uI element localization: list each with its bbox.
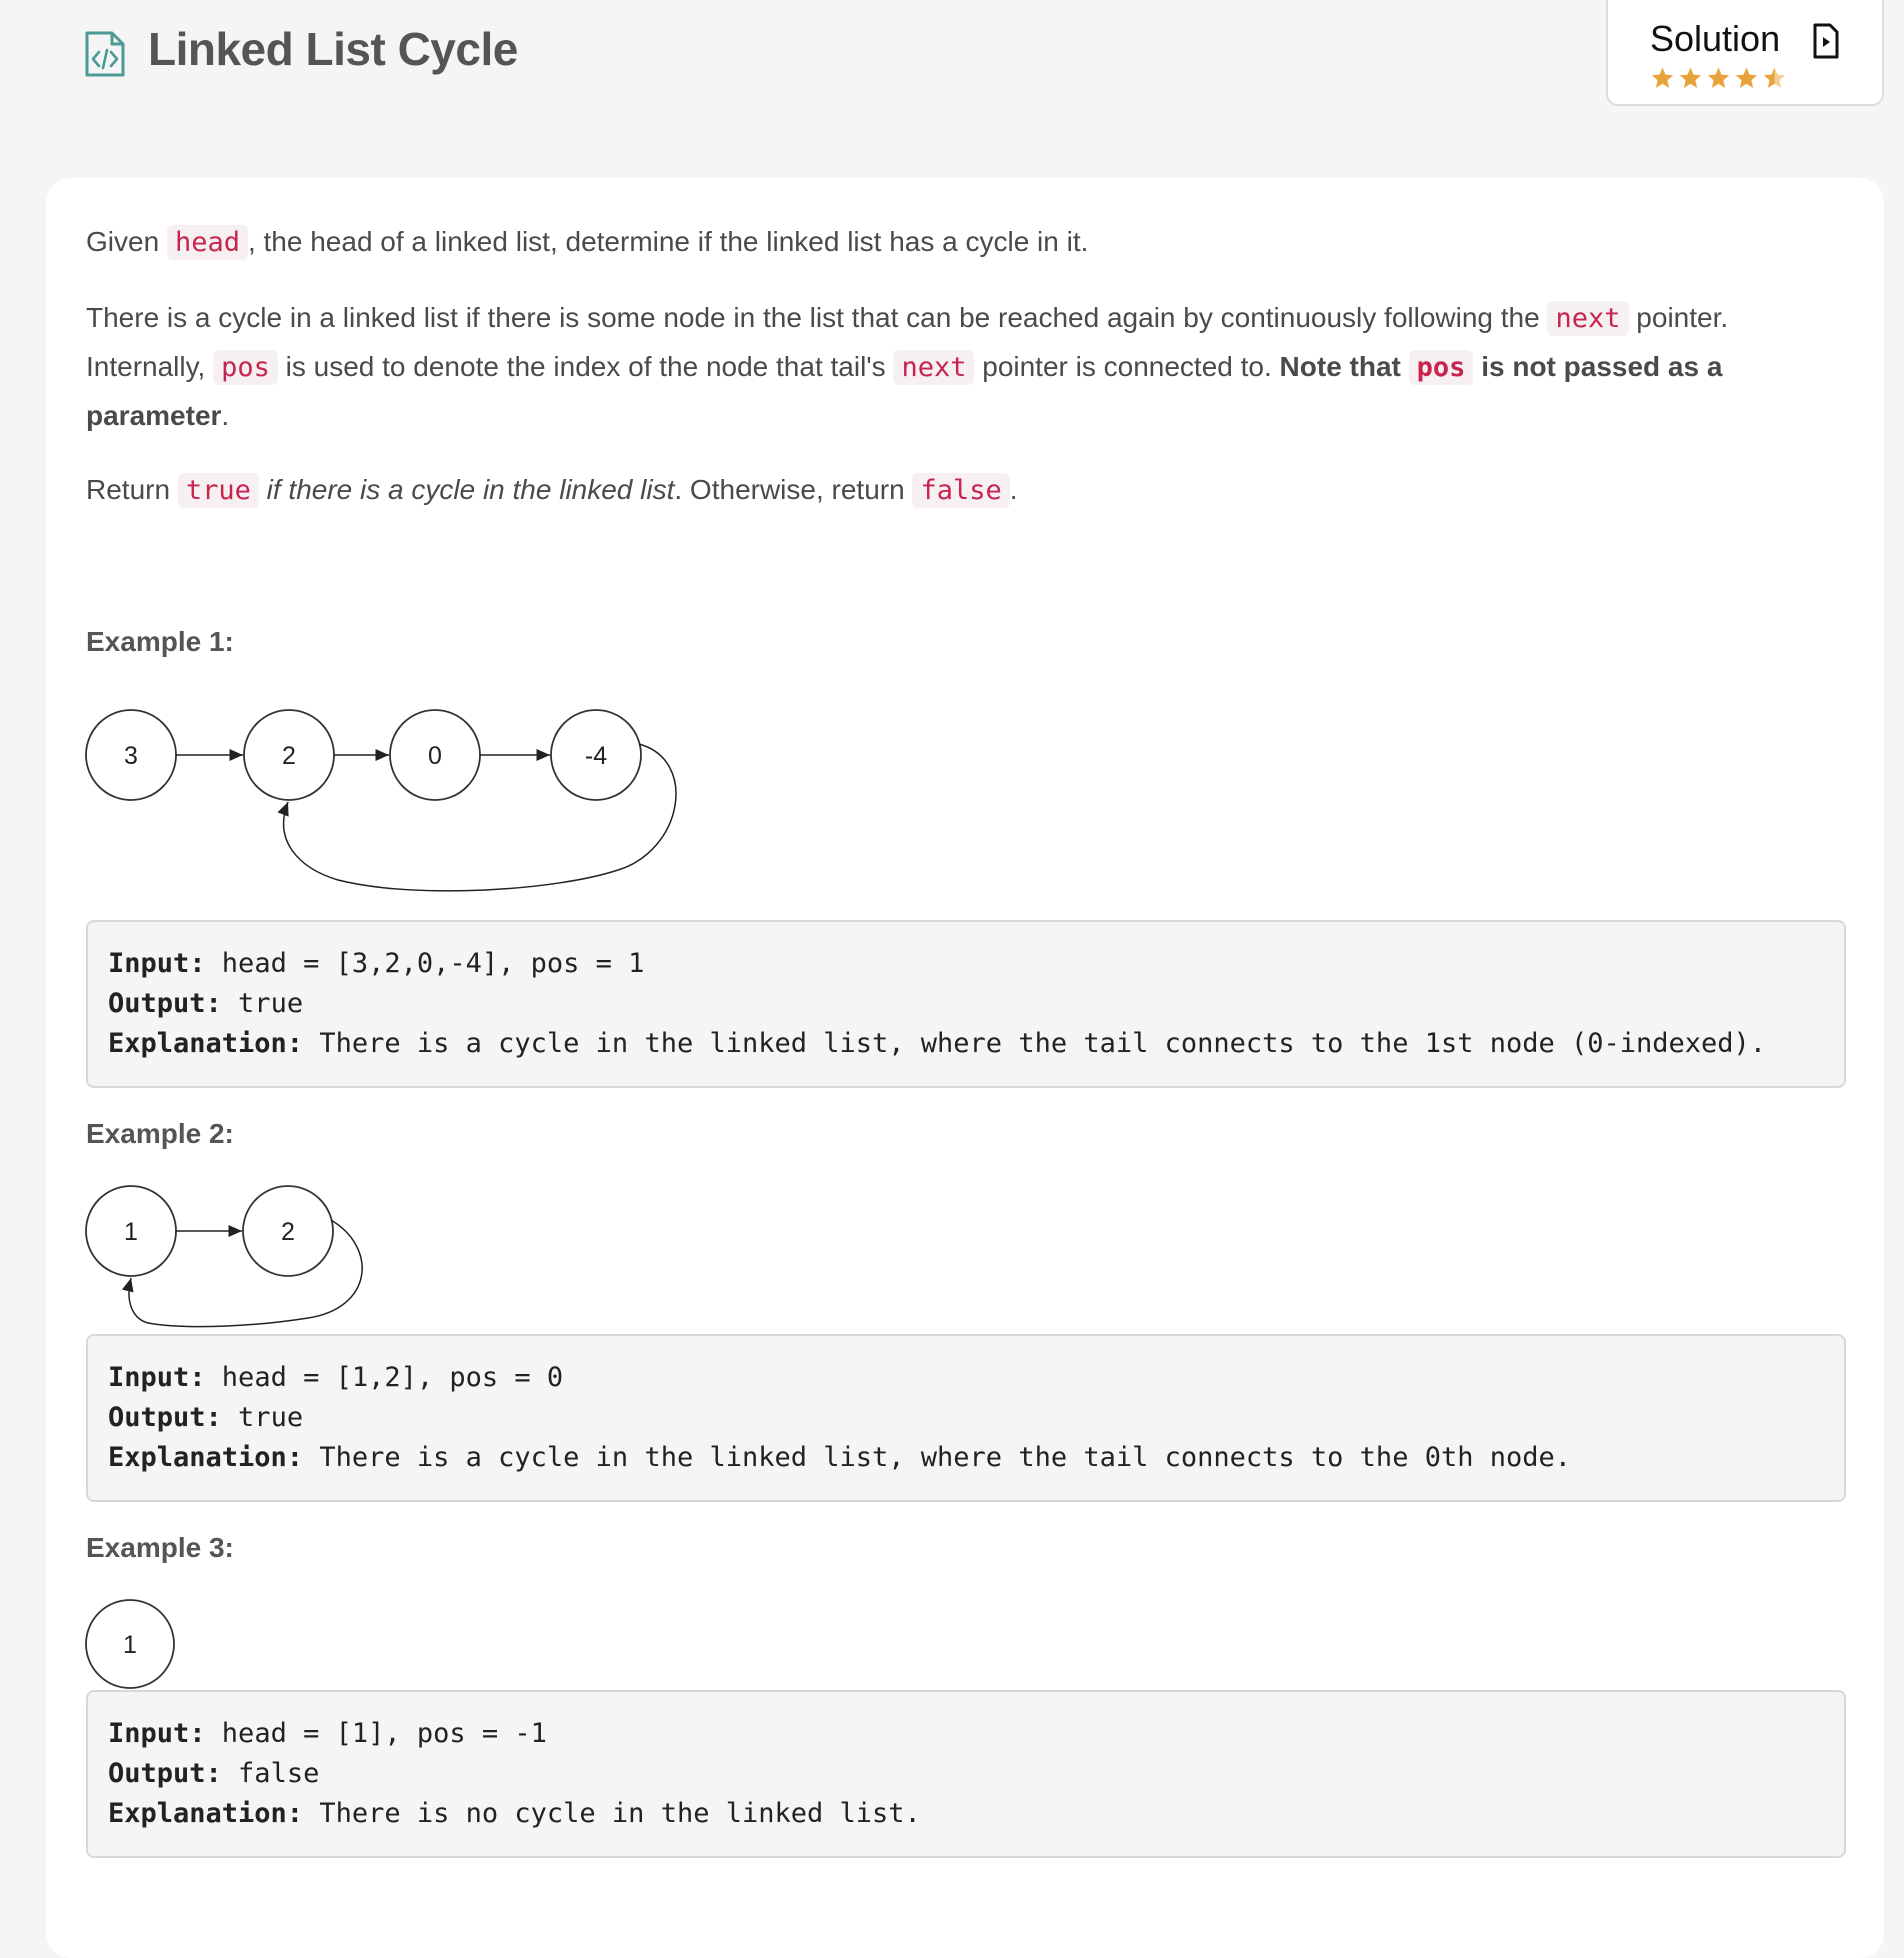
explanation-value: There is a cycle in the linked list, where the tail connects to the 1st node (0-indexed). [303,1028,1767,1059]
example-3-code-block [86,1690,1846,1858]
page-header [0,0,1904,130]
text: There is a cycle in a linked list if there is some node in the list that can be reached again by continuously following the [86,302,1548,333]
star-half-icon [1762,66,1787,90]
explanation-label: Explanation: [108,1028,304,1059]
example-2-heading: Example 2: [86,1118,234,1149]
code-file-icon [84,30,126,78]
star-icon [1678,66,1703,90]
input-value: head = [1], pos = -1 [205,1718,547,1749]
input-label: Input: [108,1718,206,1749]
inline-code: true [178,473,259,508]
inline-code: next [1547,301,1628,336]
description-paragraph-3 [86,466,1816,515]
inline-code: false [912,473,1009,508]
node-value: -4 [584,742,608,770]
example-2-code-block [86,1334,1846,1502]
italic-text: if there is a cycle in the linked list [258,474,675,505]
output-value: true [221,988,304,1019]
text: is used to denote the index of the node that tail's [277,351,894,382]
text: pointer. Internally, [86,302,1729,382]
explanation-line [108,1438,1824,1478]
example-3-diagram [78,1598,198,1694]
example-1-heading: Example 1: [86,626,234,657]
example-2-diagram [78,1178,398,1338]
input-label: Input: [108,1362,206,1393]
description-paragraph-1 [86,218,1816,267]
bold-text: Note that [1279,351,1409,382]
example-1-diagram [78,700,698,910]
star-icon [1706,66,1731,90]
inline-code: pos [1409,350,1474,385]
text: . Otherwise, return [674,474,913,505]
output-value: true [221,1402,304,1433]
input-value: head = [1,2], pos = 0 [205,1362,564,1393]
text: pointer is connected to. [974,351,1280,382]
document-play-icon [1812,22,1840,60]
description-paragraph-2 [86,294,1816,440]
text: . [221,400,230,431]
input-label: Input: [108,948,206,979]
input-line [108,944,1824,984]
example-3-heading: Example 3: [86,1532,234,1563]
text: . [1009,474,1018,505]
rating-stars [1650,66,1787,90]
input-value: head = [3,2,0,-4], pos = 1 [205,948,645,979]
explanation-label: Explanation: [108,1798,304,1829]
node-value: 2 [281,1218,295,1246]
output-line [108,1398,1824,1438]
star-icon [1734,66,1759,90]
example-1-code-block [86,920,1846,1088]
explanation-label: Explanation: [108,1442,304,1473]
node-value: 2 [282,742,296,770]
inline-code: next [893,350,974,385]
star-icon [1650,66,1675,90]
explanation-line [108,1024,1824,1064]
explanation-line [108,1794,1824,1834]
solution-button-label: Solution [1650,18,1781,59]
output-label: Output: [108,988,222,1019]
output-line [108,1754,1824,1794]
output-label: Output: [108,1402,222,1433]
text: Return [86,474,178,505]
output-line [108,984,1824,1024]
output-value: false [221,1758,320,1789]
input-line [108,1714,1824,1754]
solution-button[interactable] [1606,0,1884,106]
node-value: 1 [123,1631,137,1659]
input-line [108,1358,1824,1398]
explanation-value: There is a cycle in the linked list, where the tail connects to the 0th node. [303,1442,1571,1473]
text: Given [86,226,167,257]
node-value: 0 [428,742,442,770]
node-value: 1 [124,1218,138,1246]
page-title: Linked List Cycle [148,23,518,75]
output-label: Output: [108,1758,222,1789]
inline-code: head [167,225,248,260]
inline-code: pos [213,350,278,385]
bold-text: is not passed as a parameter [86,351,1723,431]
node-value: 3 [124,742,138,770]
text: , the head of a linked list, determine if the linked list has a cycle in it. [247,226,1089,257]
explanation-value: There is no cycle in the linked list. [303,1798,921,1829]
